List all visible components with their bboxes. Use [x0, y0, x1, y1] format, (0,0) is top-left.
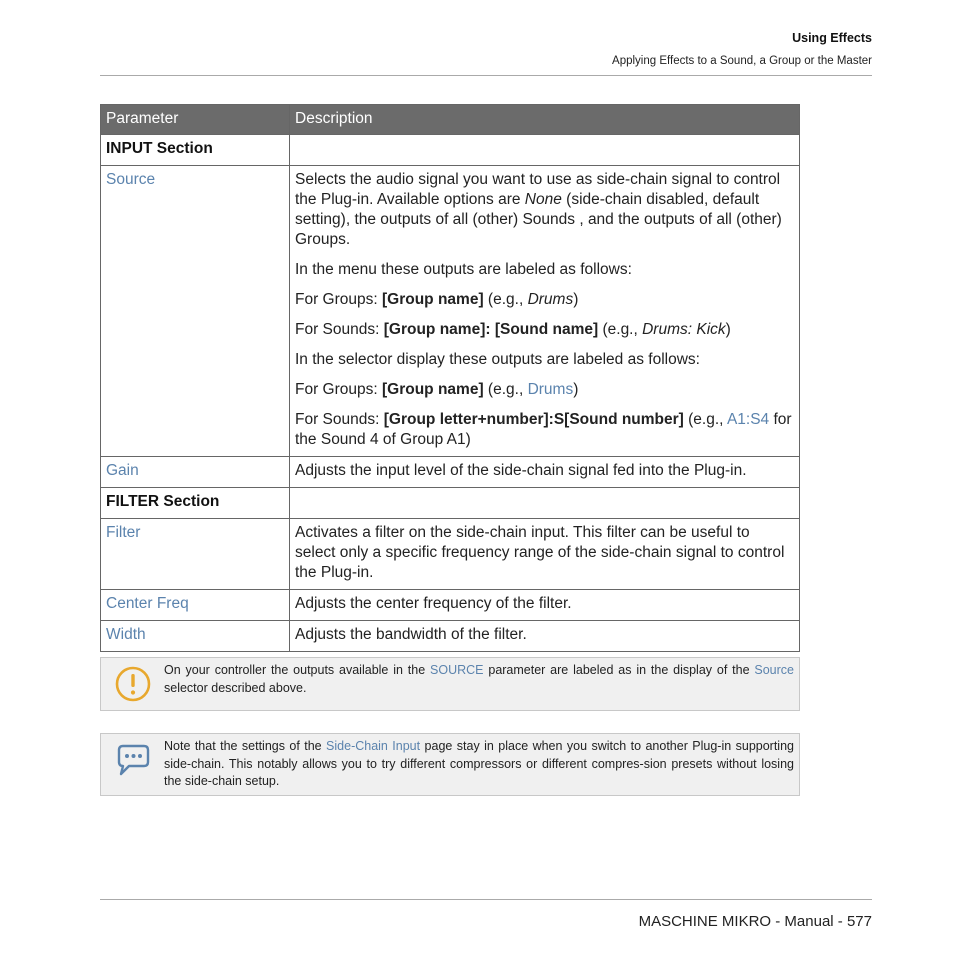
section-title: Applying Effects to a Sound, a Group or the Master — [612, 55, 872, 67]
gain-parameter-link[interactable]: Gain — [106, 462, 139, 479]
column-header-parameter: Parameter — [101, 105, 290, 135]
footer-divider — [100, 899, 872, 900]
chapter-title: Using Effects — [792, 31, 872, 45]
warning-note-text: On your controller the outputs available in the SOURCE parameter are labeled as in the display of the Source selector described above. — [164, 663, 794, 695]
header-divider — [100, 75, 872, 76]
filter-section-label: FILTER Section — [101, 488, 290, 519]
filter-description: Activates a filter on the side-chain input. This filter can be useful to select only a specific frequency range of the side-chain signal to control the Plug-in. — [290, 519, 800, 590]
table-header-row — [101, 105, 800, 135]
filter-parameter-link[interactable]: Filter — [106, 524, 141, 541]
table-row — [101, 457, 800, 488]
exclamation-icon — [113, 666, 153, 706]
source-description: Selects the audio signal you want to use as side-chain signal to control the Plug-in. Available options are None (side-chain disabled, default setting), the outputs of all (other) Sounds , and the outputs of all (other) Groups. In the menu these outputs are labeled as follows: For Groups: [Group name] (e.g., Drums) For Sounds: [Group name]: [Sound name] (e.g., Drums: Kick) In the selector display these outputs are labeled as follows: For Groups: [Group name] (e.g., Drums) For Sounds: [Group letter+number]:S[Sound number] (e.g., A1:S4 for the Sound 4 of Group A1) — [290, 166, 800, 457]
warning-note — [100, 657, 800, 711]
table-row — [101, 488, 800, 519]
info-note — [100, 733, 800, 796]
table-row — [101, 621, 800, 652]
drums-link[interactable]: Drums — [527, 381, 574, 398]
empty-cell — [290, 488, 800, 519]
page-footer: MASCHINE MIKRO - Manual - 577 — [638, 913, 872, 930]
parameter-table — [100, 104, 800, 652]
empty-cell — [290, 135, 800, 166]
source-parameter-link[interactable]: Source — [106, 171, 156, 188]
table-row — [101, 135, 800, 166]
side-chain-input-link[interactable]: Side-Chain Input — [326, 739, 421, 753]
speech-bubble-icon — [113, 742, 153, 782]
source-link[interactable]: Source — [754, 663, 794, 677]
center-freq-description: Adjusts the center frequency of the filter. — [290, 590, 800, 621]
table-row — [101, 590, 800, 621]
table-row — [101, 519, 800, 590]
width-description: Adjusts the bandwidth of the filter. — [290, 621, 800, 652]
table-row — [101, 166, 800, 457]
source-uppercase-link[interactable]: SOURCE — [430, 663, 484, 677]
width-parameter-link[interactable]: Width — [106, 626, 146, 643]
column-header-description: Description — [290, 105, 800, 135]
input-section-label: INPUT Section — [101, 135, 290, 166]
a1-s4-link[interactable]: A1:S4 — [726, 411, 770, 428]
info-note-text: Note that the settings of the Side-Chain Input page stay in place when you switch to another Plug-in supporting side-chain. This notably allows you to try different compressors or different compres-sion presets without losing the side-chain setup. — [164, 739, 794, 788]
gain-description: Adjusts the input level of the side-chain signal fed into the Plug-in. — [290, 457, 800, 488]
center-freq-parameter-link[interactable]: Center Freq — [106, 595, 189, 612]
